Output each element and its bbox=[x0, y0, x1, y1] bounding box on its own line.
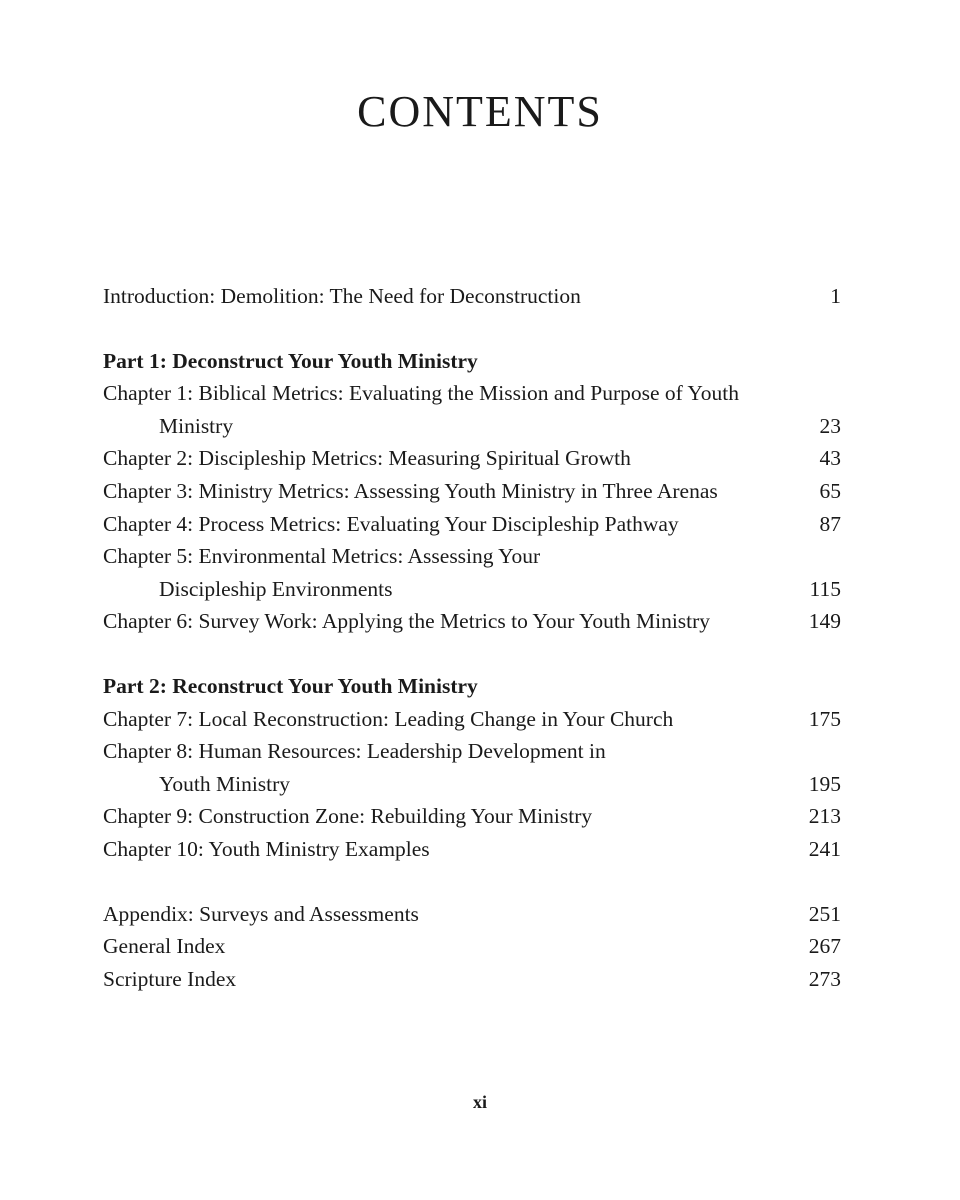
toc-entry-appendix bbox=[103, 898, 841, 931]
toc-entry-page: 251 bbox=[808, 901, 841, 926]
toc-entry-label: Appendix: Surveys and Assessments bbox=[103, 901, 419, 926]
toc-entry-label-line2: Youth Ministry bbox=[159, 771, 291, 796]
section-gap bbox=[103, 313, 841, 345]
toc-entry-chapter-5 bbox=[103, 540, 841, 605]
toc-entry-continuation bbox=[103, 410, 841, 443]
toc-entry-introduction bbox=[103, 280, 841, 313]
page-title: CONTENTS bbox=[357, 87, 603, 136]
toc-entry-page: 213 bbox=[808, 804, 841, 829]
toc-entry-chapter-4 bbox=[103, 508, 841, 541]
toc-entry-chapter-8 bbox=[103, 735, 841, 800]
toc-entry-label: General Index bbox=[103, 934, 226, 959]
toc-entry-page: 115 bbox=[809, 576, 841, 601]
toc-entry-label: Chapter 2: Discipleship Metrics: Measuring Spiritual Growth bbox=[103, 446, 631, 471]
toc-entry-chapter-9 bbox=[103, 800, 841, 833]
toc-entry-page: 267 bbox=[808, 934, 841, 959]
toc-entry-general-index bbox=[103, 930, 841, 963]
toc-entry-label: Chapter 6: Survey Work: Applying the Metrics to Your Youth Ministry bbox=[103, 609, 711, 634]
toc-entry-page: 195 bbox=[808, 771, 841, 796]
toc-entry-label: Scripture Index bbox=[103, 966, 237, 991]
toc-entry-label-line1: Chapter 5: Environmental Metrics: Assessing Your bbox=[103, 544, 541, 569]
toc-entry-label-line2: Ministry bbox=[159, 413, 234, 438]
toc-entry-label: Chapter 7: Local Reconstruction: Leading Change in Your Church bbox=[103, 706, 674, 731]
toc-entry-chapter-10 bbox=[103, 833, 841, 866]
section-gap bbox=[103, 866, 841, 898]
toc-entry-page: 23 bbox=[819, 413, 841, 438]
toc-entry-page: 273 bbox=[808, 966, 841, 991]
toc-entry-chapter-2 bbox=[103, 442, 841, 475]
toc-entry-page: 87 bbox=[819, 511, 841, 536]
toc-entry-label-line1: Chapter 1: Biblical Metrics: Evaluating the Mission and Purpose of Youth bbox=[103, 381, 739, 406]
toc-entry-page: 43 bbox=[819, 446, 841, 471]
part-1-heading: Part 1: Deconstruct Your Youth Ministry bbox=[103, 348, 478, 373]
table-of-contents bbox=[103, 280, 841, 995]
toc-entry-scripture-index bbox=[103, 963, 841, 996]
toc-entry-page: 175 bbox=[808, 706, 841, 731]
toc-entry-label: Chapter 3: Ministry Metrics: Assessing Youth Ministry in Three Arenas bbox=[103, 478, 718, 503]
part-2-heading: Part 2: Reconstruct Your Youth Ministry bbox=[103, 673, 478, 698]
toc-entry-label: Chapter 9: Construction Zone: Rebuilding Your Ministry bbox=[103, 804, 593, 829]
toc-entry-chapter-3 bbox=[103, 475, 841, 508]
toc-entry-chapter-1 bbox=[103, 377, 841, 442]
page-number: xi bbox=[472, 1092, 487, 1112]
toc-entry-label: Chapter 4: Process Metrics: Evaluating Your Discipleship Pathway bbox=[103, 511, 679, 536]
toc-entry-page: 149 bbox=[808, 609, 841, 634]
toc-entry-page: 1 bbox=[830, 284, 841, 308]
toc-entry-continuation bbox=[103, 573, 841, 606]
toc-entry-label-line1: Chapter 8: Human Resources: Leadership Development in bbox=[103, 739, 606, 764]
toc-entry-chapter-7 bbox=[103, 703, 841, 736]
toc-entry-page: 241 bbox=[808, 836, 841, 861]
toc-entry-label: Introduction: Demolition: The Need for Deconstruction bbox=[103, 284, 581, 308]
toc-entry-label-line2: Discipleship Environments bbox=[159, 576, 393, 601]
toc-entry-page: 65 bbox=[819, 478, 841, 503]
toc-entry-label: Chapter 10: Youth Ministry Examples bbox=[103, 836, 430, 861]
toc-entry-continuation bbox=[103, 768, 841, 801]
toc-entry-chapter-6 bbox=[103, 605, 841, 638]
section-gap bbox=[103, 638, 841, 670]
